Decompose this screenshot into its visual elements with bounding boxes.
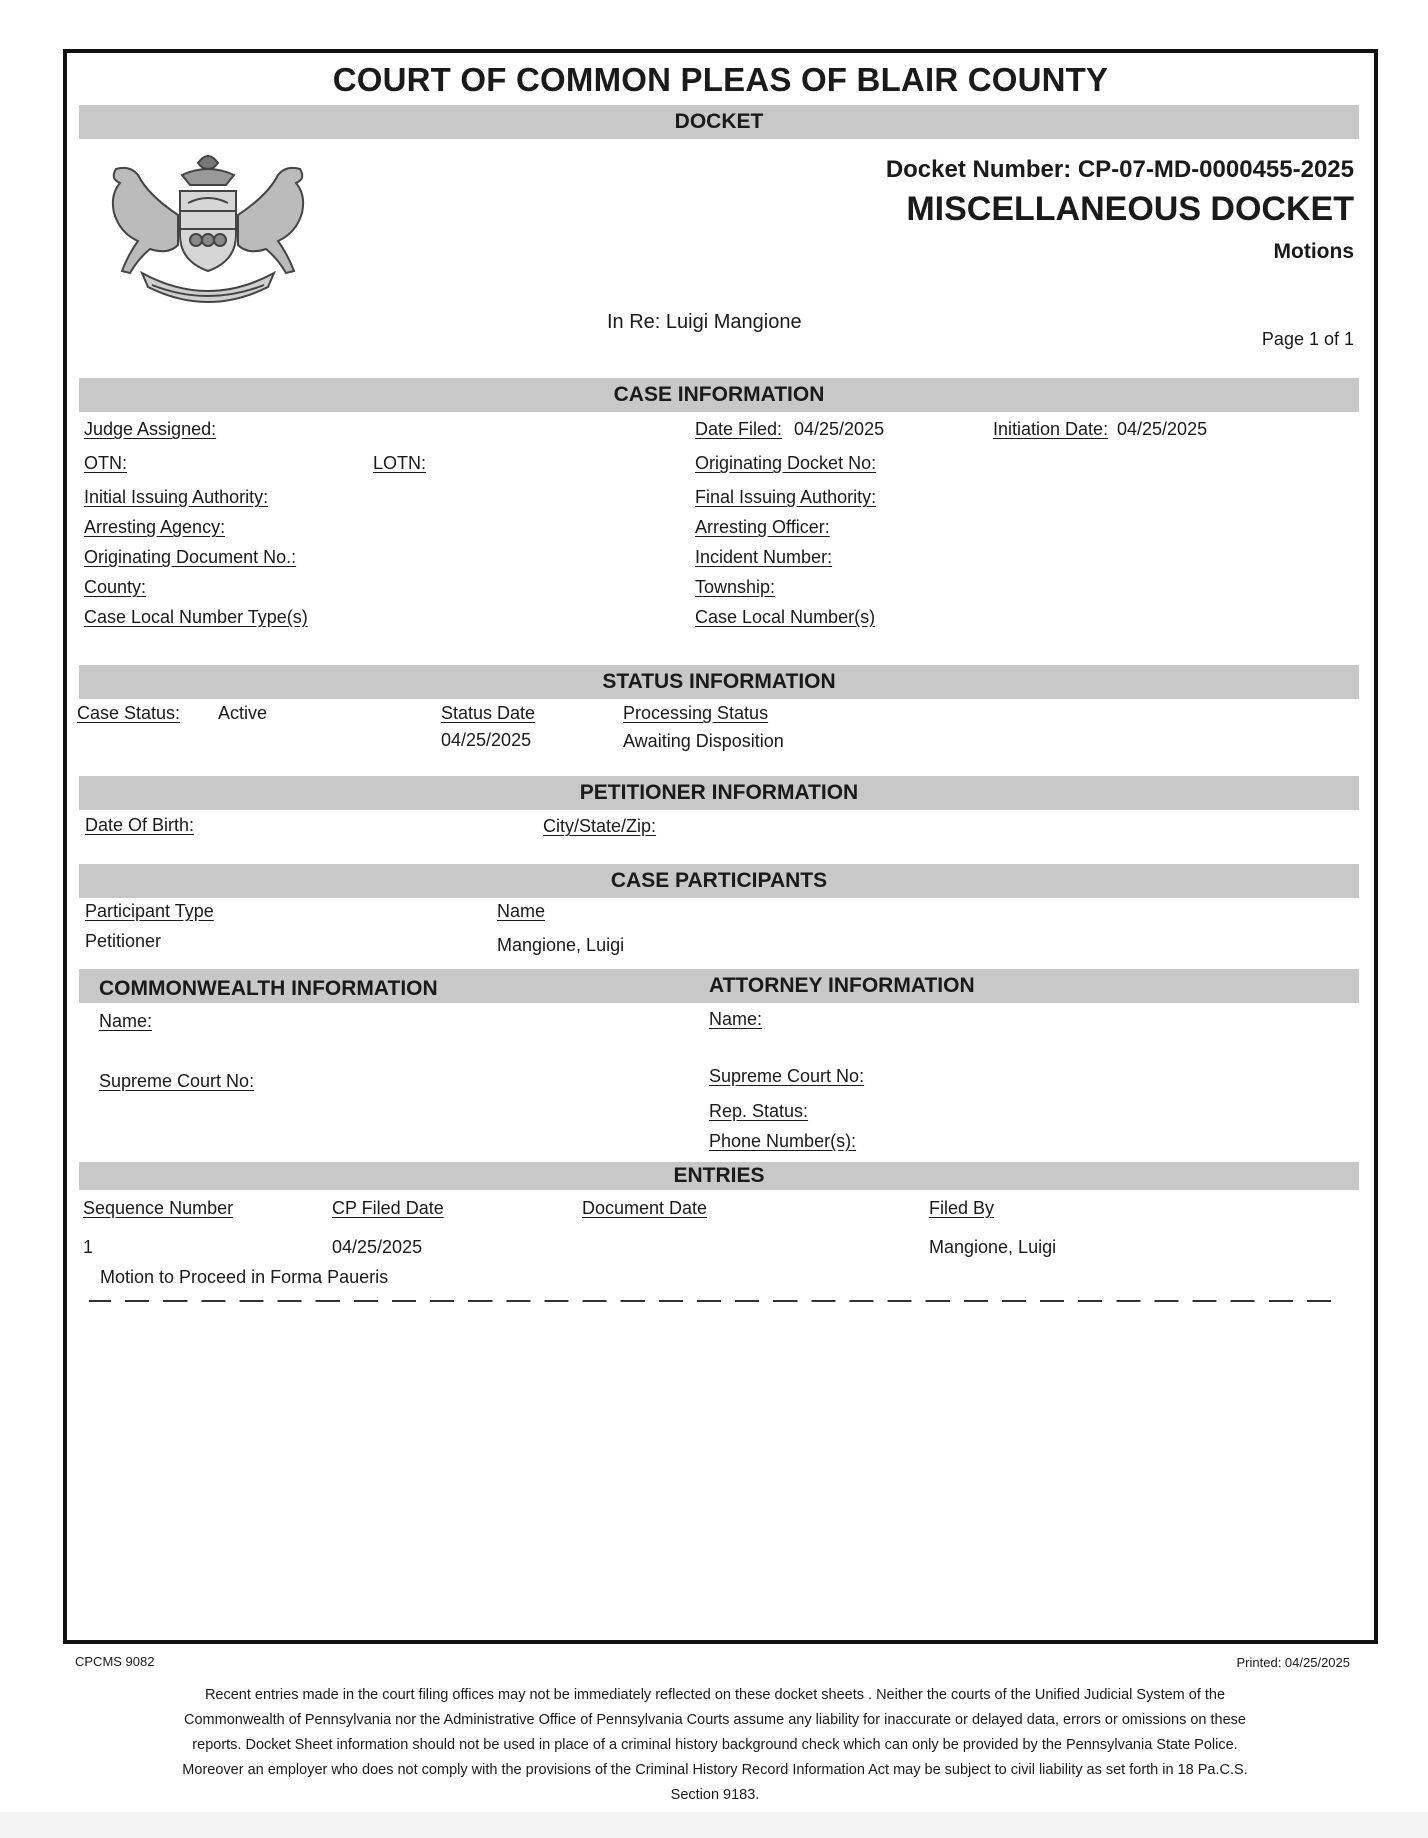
initiation-date-label: Initiation Date: — [993, 419, 1109, 439]
attorney-information-heading: ATTORNEY INFORMATION — [709, 974, 975, 997]
case-information-heading: CASE INFORMATION — [79, 378, 1359, 412]
page-bottom-edge — [0, 1812, 1428, 1838]
docket-type: MISCELLANEOUS DOCKET — [906, 190, 1354, 228]
case-status-label: Case Status: — [77, 703, 181, 723]
arresting-agency-label: Arresting Agency: — [84, 517, 226, 537]
printed-date: Printed: 04/25/2025 — [1236, 1655, 1350, 1670]
commonwealth-supreme-court-label: Supreme Court No: — [99, 1071, 255, 1091]
commonwealth-information-heading: COMMONWEALTH INFORMATION — [99, 977, 438, 1000]
case-local-numbers-label: Case Local Number(s) — [695, 607, 876, 627]
initiation-date-value: 04/25/2025 — [1117, 419, 1208, 439]
city-state-zip-label: City/State/Zip: — [543, 816, 657, 836]
initial-issuing-authority-label: Initial Issuing Authority: — [84, 487, 269, 507]
otn-label: OTN: — [84, 453, 127, 473]
status-information-heading: STATUS INFORMATION — [79, 665, 1359, 699]
page-number: Page 1 of 1 — [1261, 329, 1354, 349]
entry-cp-filed-date: 04/25/2025 — [332, 1237, 423, 1257]
judge-assigned-label: Judge Assigned: — [84, 419, 217, 439]
originating-document-label: Originating Document No.: — [84, 547, 297, 567]
participant-type: Petitioner — [85, 931, 162, 951]
document-date-header: Document Date — [582, 1198, 708, 1218]
status-date-label: Status Date — [441, 703, 536, 723]
date-of-birth-label: Date Of Birth: — [85, 815, 195, 835]
processing-status-value: Awaiting Disposition — [623, 731, 784, 751]
participant-type-header: Participant Type — [85, 901, 214, 921]
docket-subtype: Motions — [1273, 240, 1354, 263]
disclaimer-text: Recent entries made in the court filing offices may not be immediately reflected on these docket sheets . Neither the courts of the Unified Judicial System of the Commonwealth of Pennsylvania nor the Administrative Office of Pennsylvania Courts assume any liability for inaccurate or delayed data, errors or omissions on these reports. Docket Sheet information should not be used in place of a criminal history background check which can only be provided by the Pennsylvania State Police. Moreover an employer who does not comply with the provisions of the Criminal History Record Information Act may be subject to civil liability as set forth in 18 Pa.C.S. Section 9183. — [182, 1687, 1248, 1803]
date-filed-value: 04/25/2025 — [794, 419, 885, 439]
incident-number-label: Incident Number: — [695, 547, 833, 567]
cp-filed-date-header: CP Filed Date — [332, 1198, 444, 1218]
participant-name: Mangione, Luigi — [497, 935, 625, 955]
entry-sequence: 1 — [83, 1237, 94, 1257]
case-participants-heading: CASE PARTICIPANTS — [79, 864, 1359, 898]
docket-number: Docket Number: CP-07-MD-0000455-2025 — [885, 156, 1354, 183]
township-label: Township: — [695, 577, 776, 597]
entry-filed-by: Mangione, Luigi — [929, 1237, 1057, 1257]
docket-bar: DOCKET — [79, 105, 1359, 139]
processing-status-label: Processing Status — [623, 703, 769, 723]
originating-docket-label: Originating Docket No: — [695, 453, 877, 473]
rep-status-label: Rep. Status: — [709, 1101, 809, 1121]
participant-name-header: Name — [497, 901, 546, 921]
attorney-name-label: Name: — [709, 1009, 763, 1029]
form-code: CPCMS 9082 — [75, 1654, 155, 1669]
attorney-supreme-court-label: Supreme Court No: — [709, 1066, 865, 1086]
docket-sheet — [63, 49, 1378, 1644]
sequence-number-header: Sequence Number — [83, 1198, 234, 1218]
status-date-value: 04/25/2025 — [441, 730, 532, 750]
entry-description: Motion to Proceed in Forma Paueris — [100, 1267, 389, 1287]
case-status-value: Active — [218, 703, 268, 723]
county-label: County: — [84, 577, 147, 597]
commonwealth-attorney-bar — [79, 969, 1359, 1003]
date-filed-label: Date Filed: — [695, 419, 783, 439]
commonwealth-name-label: Name: — [99, 1011, 153, 1031]
case-local-number-types-label: Case Local Number Type(s) — [84, 607, 308, 627]
entries-heading: ENTRIES — [79, 1162, 1359, 1190]
pennsylvania-coat-of-arms-icon — [82, 145, 334, 305]
entry-divider — [89, 1300, 1339, 1302]
petitioner-information-heading: PETITIONER INFORMATION — [79, 776, 1359, 810]
lotn-label: LOTN: — [373, 453, 427, 473]
arresting-officer-label: Arresting Officer: — [695, 517, 830, 537]
filed-by-header: Filed By — [929, 1198, 995, 1218]
final-issuing-authority-label: Final Issuing Authority: — [695, 487, 877, 507]
phone-numbers-label: Phone Number(s): — [709, 1131, 857, 1151]
case-caption: In Re: Luigi Mangione — [607, 311, 802, 333]
court-title: COURT OF COMMON PLEAS OF BLAIR COUNTY — [332, 61, 1109, 98]
